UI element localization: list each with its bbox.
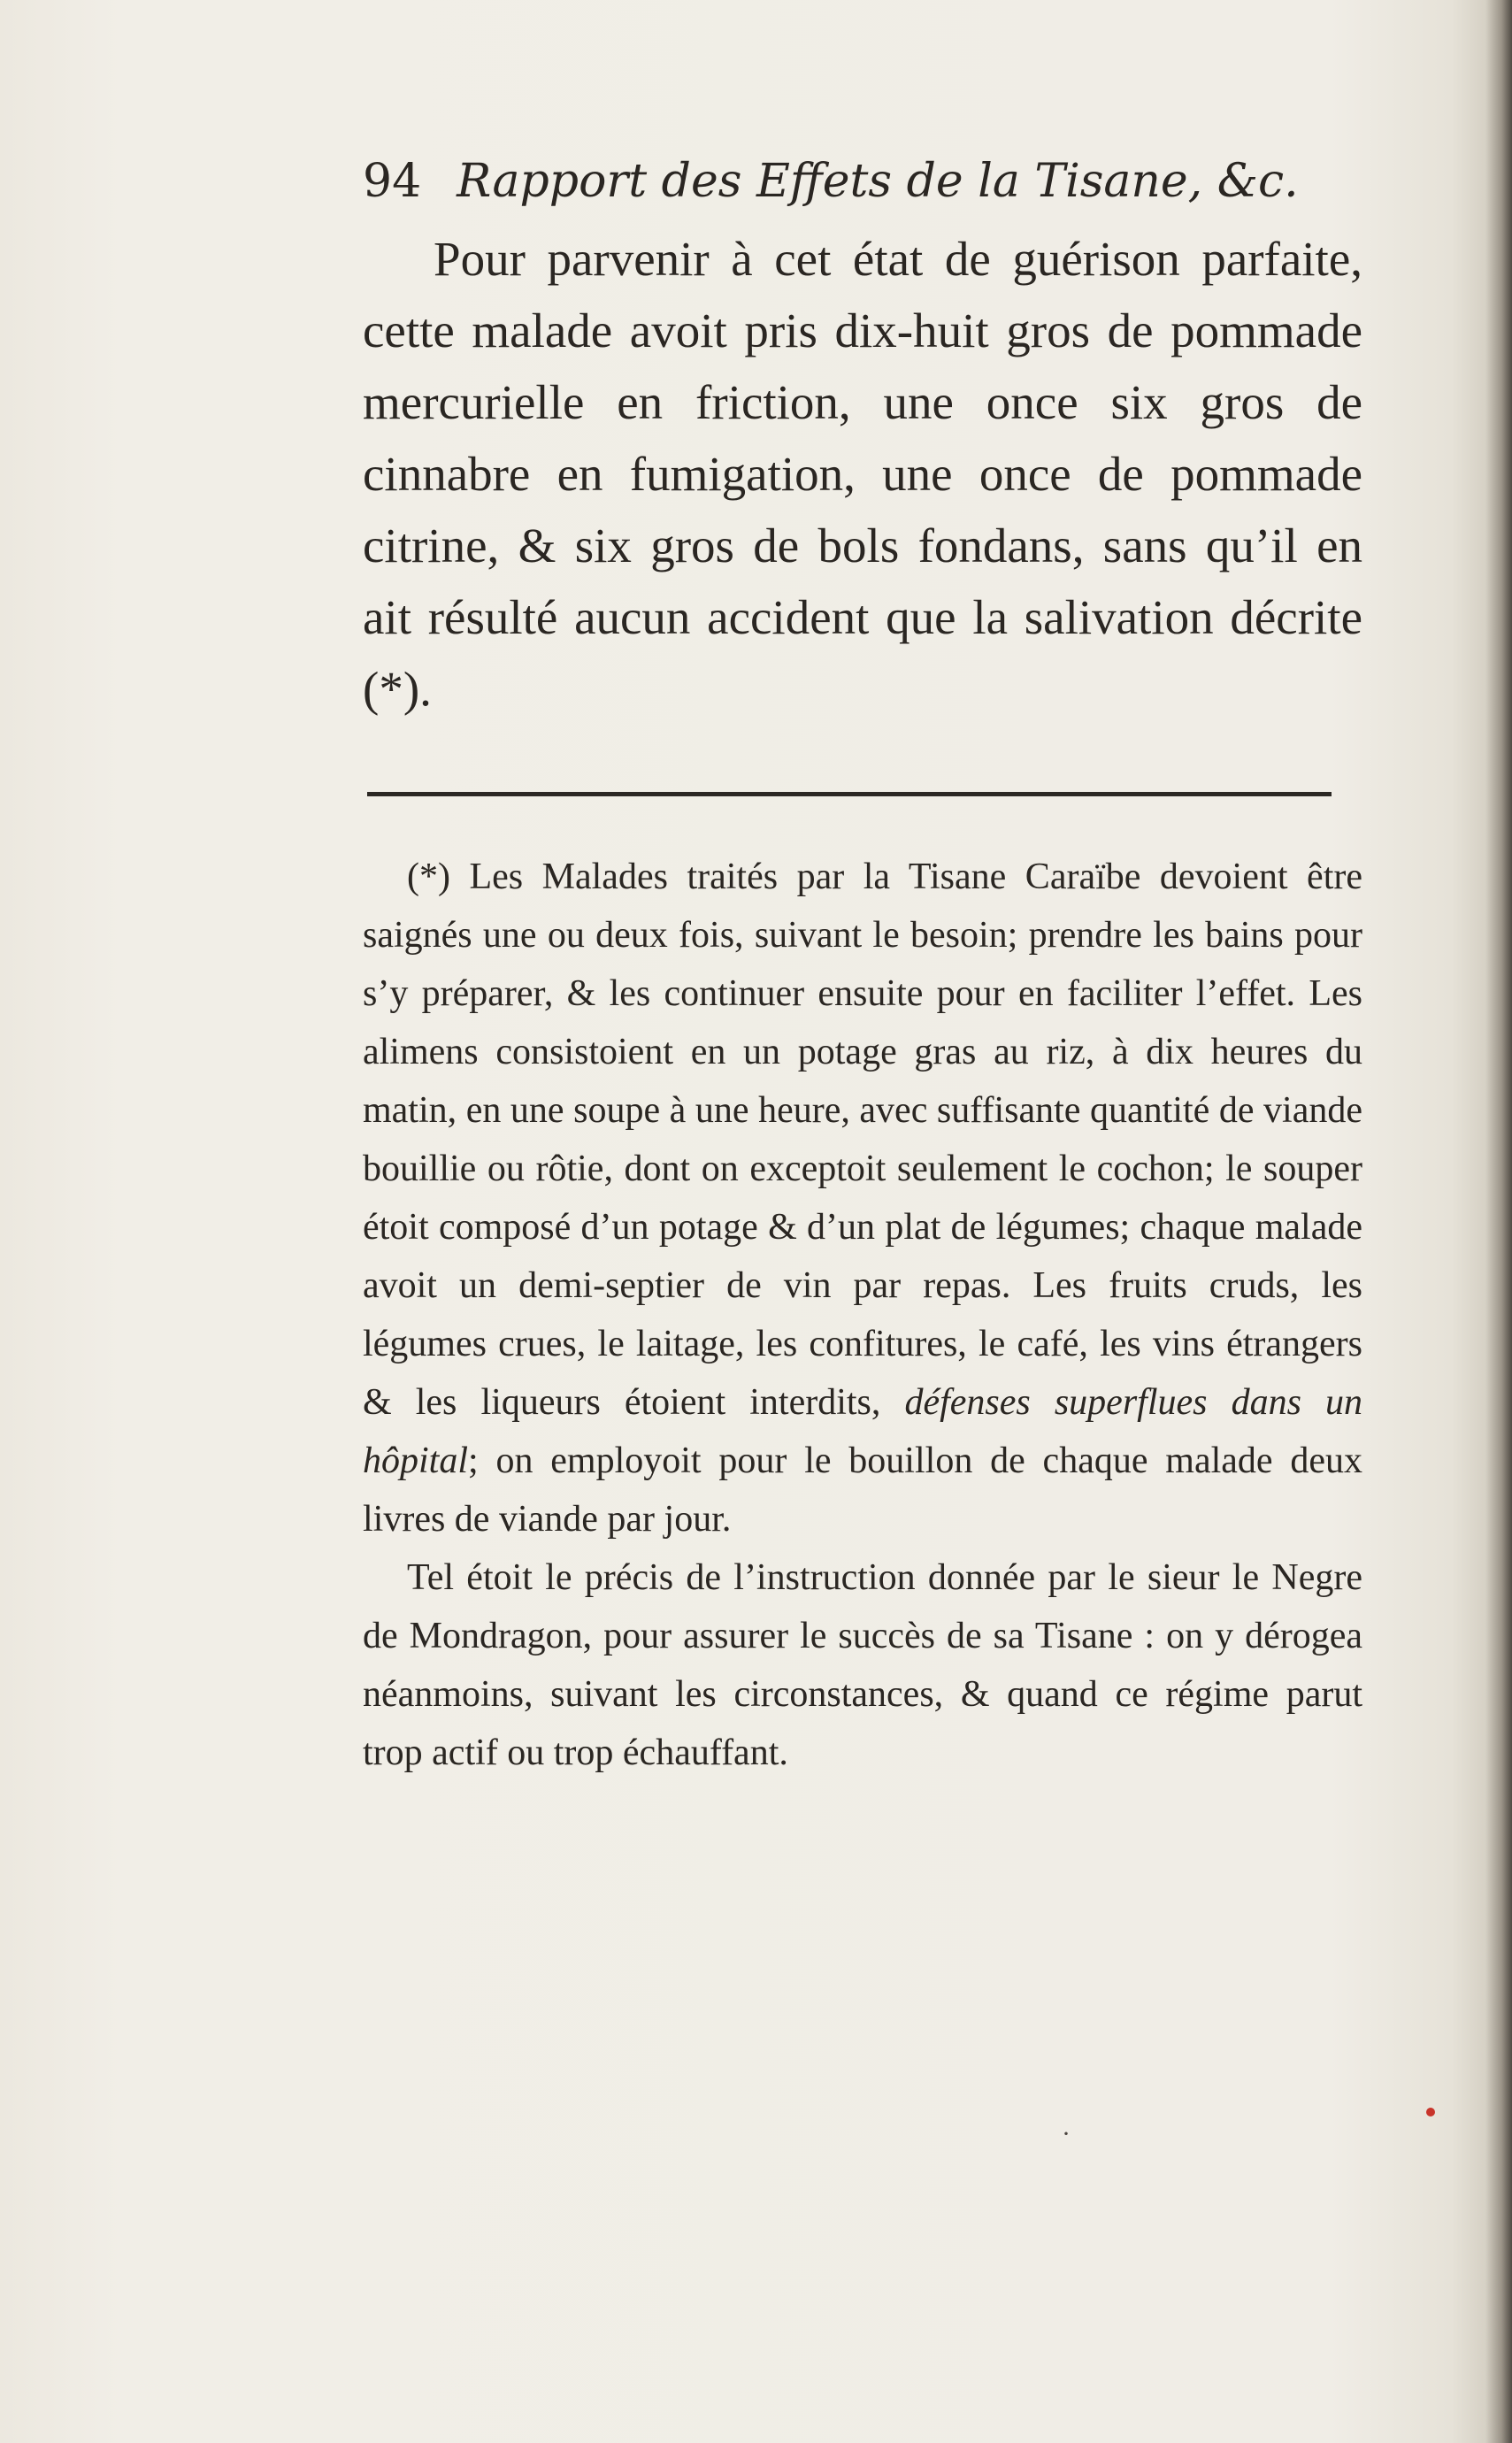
footnote-text-end: ; on employoit pour le bouillon de chaque malade deux livres de viande par jour. [363, 1440, 1362, 1540]
page-number: 94 [363, 155, 422, 208]
stray-mark: · [1062, 2119, 1071, 2148]
main-text-block [363, 223, 1362, 725]
main-paragraph: Pour parvenir à cet état de guérison parfaite, cette malade avoit pris dix-huit gros de pommade mercurielle en friction, une once six gros de cinnabre en fumigation, une once de pommade citrine, & six gros de bols fondans, sans qu’il en ait résulté aucun accident que la salivation décrite (*). [363, 232, 1362, 716]
footnote-separator-rule [367, 792, 1332, 796]
running-header [363, 150, 1299, 212]
red-ink-spot [1426, 2108, 1435, 2116]
footnote-paragraph-2: Tel étoit le précis de l’instruction donnée par le sieur le Negre de Mondragon, pour assurer le succès de sa Tisane : on y dérogea néanmoins, suivant les circonstances, & quand ce régime parut trop actif ou trop échauffant. [363, 1557, 1362, 1773]
footnote-paragraph-1 [363, 848, 1362, 1548]
footnote-block [363, 848, 1362, 1782]
footnote-text-start: (*) Les Malades traités par la Tisane Caraïbe devoient être saignés une ou deux fois, suivant le besoin; prendre les bains pour s’y préparer, & les continuer ensuite pour en faciliter l’effet. Les alimens consistoient en un potage gras au riz, à dix heures du matin, en une soupe à une heure, avec suffisante quantité de viande bouillie ou rôtie, dont on exceptoit seulement le cochon; le souper étoit composé d’un potage & d’un plat de légumes; chaque malade avoit un demi-septier de vin par repas. Les fruits cruds, les légumes crues, le laitage, les confitures, le café, les vins étrangers & les liqueurs étoient interdits, [363, 857, 1362, 1423]
footnote-italic-phrase: défenses superflues dans un hôpital [363, 1382, 1362, 1481]
running-title: Rapport des Effets de la Tisane, &c. [457, 155, 1299, 208]
page-gutter-shadow [1485, 0, 1512, 2443]
